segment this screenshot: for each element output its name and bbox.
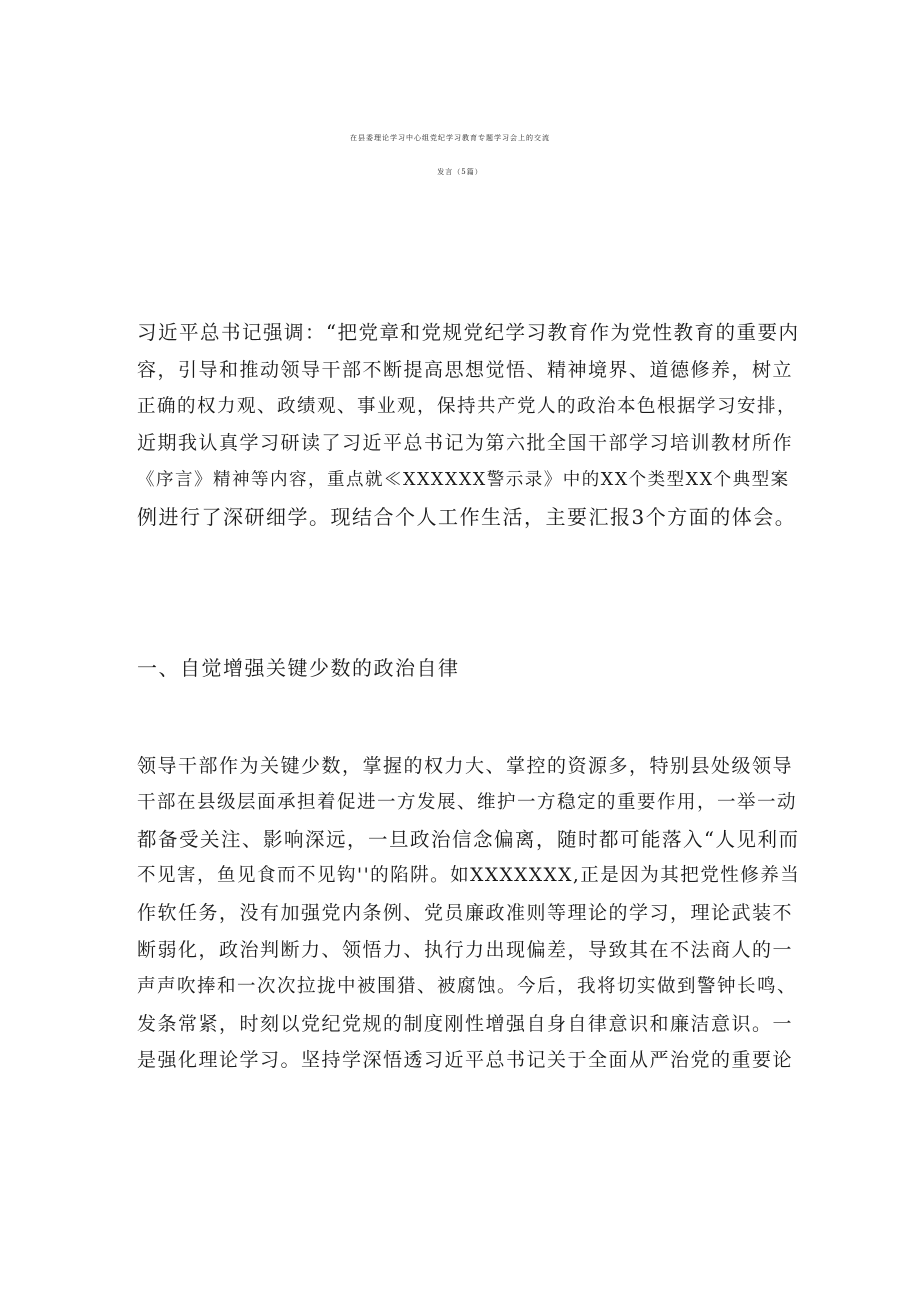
intro-line: 习近平总书记强调：“把党章和党规党纪学习教育作为党性教育的重要内 [137,321,800,344]
intro-line: 《序言》精神等内容，重点就≪XXXXXX警示录》中的XX个类型XX个典型案 [137,470,790,491]
intro-line: 容，引导和推动领导干部不断提高思想觉悟、精神境界、道德修养，树立 [137,358,794,381]
document-title-line-2: 发言（5篇） [437,168,483,176]
section-1-line: 发条常紧，时刻以党纪党规的制度刚性增强自身自律意识和廉洁意识。一 [137,1012,794,1035]
section-1-heading: 一、自觉增强关键少数的政治自律 [137,656,460,680]
section-1-line: 声声吹捧和一次次拉拢中被围猎、被腐蚀。今后，我将切实做到警钟长鸣、 [137,975,798,997]
section-1-line: 都备受关注、影响深远，一旦政治信念偏离，随时都可能落入“人见利而 [137,827,800,851]
document-title-line-1: 在县委理论学习中心组党纪学习教育专题学习会上的交流 [350,134,550,142]
section-heading [137,650,797,687]
intro-line: 正确的权力观、政绩观、事业观，保持共产党人的政治本色根据学习安排， [137,395,798,417]
section-1-line: 不见害，鱼见食而不见钩''的陷阱。如XXXXXXX,正是因为其把党性修养当 [137,865,801,887]
section-1-line: 作软任务，没有加强党内条例、党员廉政准则等理论的学习，理论武装不 [137,902,794,925]
section-1-line: 断弱化，政治判断力、领悟力、执行力出现偏差，导致其在不法商人的一 [137,938,794,961]
section-1-line: 领导干部作为关键少数，掌握的权力大、掌控的资源多，特别县处级领导 [137,755,794,777]
intro-line: 近期我认真学习研读了习近平总书记为第六批全国干部学习培训教材所作 [137,432,794,455]
section-1-line: 干部在县级层面承担着促进一方发展、维护一方稳定的重要作用，一举一动 [137,791,798,813]
intro-line: 例进行了深研细学。现结合个人工作生活，主要汇报3个方面的体会。 [137,504,797,529]
section-1-paragraph [137,748,801,1079]
section-1-line: 是强化理论学习。坚持学深悟透习近平总书记关于全面从严治党的重要论 [137,1049,794,1072]
intro-paragraph [137,315,800,536]
